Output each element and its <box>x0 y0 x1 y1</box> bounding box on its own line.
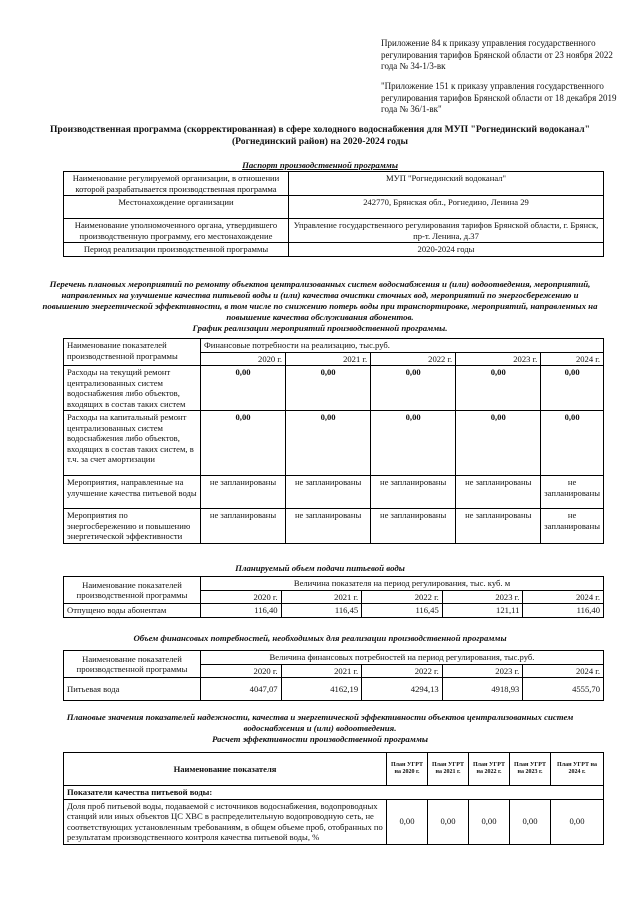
year-header: 2020 г. <box>201 352 286 366</box>
table-row <box>64 411 604 476</box>
supply-value: 121,11 <box>442 604 523 618</box>
efficiency-caption <box>40 712 600 745</box>
efficiency-head-label: Наименование показателя <box>64 753 387 786</box>
measures-table <box>63 338 604 544</box>
supply-row-label: Отпущено воды абонентам <box>64 604 201 618</box>
supply-value: 116,45 <box>362 604 443 618</box>
year-header: 2022 г. <box>371 352 456 366</box>
measure-label: Расходы на текущий ремонт централизованных систем водоснабжения либо объектов, входящих в состав таких систем <box>64 366 201 411</box>
efficiency-value: 0,00 <box>510 799 551 844</box>
measures-head-label: Наименование показателей производственной программы <box>64 339 201 366</box>
efficiency-section: Показатели качества питьевой воды: <box>64 786 387 800</box>
year-header: 2020 г. <box>201 664 282 678</box>
year-header: 2021 г. <box>281 664 362 678</box>
table-row <box>64 753 604 786</box>
efficiency-value: 0,00 <box>428 799 469 844</box>
passport-table <box>63 171 604 257</box>
efficiency-value: 0,00 <box>469 799 510 844</box>
passport-value: 2020-2024 годы <box>289 243 604 257</box>
table-row <box>64 339 604 353</box>
passport-label: Наименование регулируемой организации, в отношении которой разрабатывается производственная программа <box>64 172 289 196</box>
year-header: 2021 г. <box>281 590 362 604</box>
supply-head-group: Величина показателя на период регулирования, тыс. куб. м <box>201 577 604 591</box>
finance-value: 4047,07 <box>201 678 282 701</box>
measure-value: 0,00 <box>541 411 604 476</box>
finance-value: 4918,93 <box>442 678 523 701</box>
table-row <box>64 799 604 844</box>
plan-header: План УГРТ на 2024 г. <box>551 753 604 786</box>
measures-schedule-caption: График реализации мероприятий производственной программы. <box>192 323 448 333</box>
finance-value: 4294,13 <box>362 678 443 701</box>
measures-caption <box>40 279 600 334</box>
measures-caption-text: Перечень плановых мероприятий по ремонту объектов централизованных систем водоснабжения и (или) водоотведения, мероприятий, направленных на улучшение качества питьевой воды и (или) качества очистки сточных вод, мероприятий по энергосбережению и повышению энергетической эффективности, в том числе по снижению потерь воды при транспортировке, мероприятий, направленных на повышение качества обслуживания абонентов. <box>42 279 598 322</box>
efficiency-table <box>63 752 604 845</box>
plan-header: План УГРТ на 2020 г. <box>387 753 428 786</box>
plan-header: План УГРТ на 2021 г. <box>428 753 469 786</box>
annex-note-2: "Приложение 151 к приказу управления государственного регулирования тарифов Брянской области от 18 декабря 2019 года № 36/1-вк" <box>381 81 617 114</box>
year-header: 2023 г. <box>442 590 523 604</box>
table-row <box>64 219 604 243</box>
supply-value: 116,40 <box>523 604 604 618</box>
measure-value: 0,00 <box>456 366 541 411</box>
measure-value: не запланированы <box>286 509 371 544</box>
table-row <box>64 577 604 591</box>
supply-head-label: Наименование показателей производственной программы <box>64 577 201 604</box>
passport-caption: Паспорт производственной программы <box>242 160 398 170</box>
finance-row-label: Питьевая вода <box>64 678 201 701</box>
measures-head-group: Финансовые потребности на реализацию, тыс.руб. <box>201 339 604 353</box>
finance-head-label: Наименование показателей производственной программы <box>64 651 201 678</box>
year-header: 2024 г. <box>523 590 604 604</box>
annex-note-1: Приложение 84 к приказу управления государственного регулирования тарифов Брянской области от 23 ноября 2022 года № 34-1/3-вк <box>381 38 613 71</box>
measure-value: не запланированы <box>201 476 286 509</box>
table-row <box>64 604 604 618</box>
table-row <box>64 509 604 544</box>
measure-value: не запланированы <box>371 476 456 509</box>
supply-value: 116,45 <box>281 604 362 618</box>
table-row <box>64 476 604 509</box>
measure-value: 0,00 <box>286 366 371 411</box>
finance-head-group: Величина финансовых потребностей на период регулирования, тыс.руб. <box>201 651 604 665</box>
measure-value: не запланированы <box>456 509 541 544</box>
measure-value: 0,00 <box>286 411 371 476</box>
table-row <box>64 651 604 665</box>
table-row <box>64 243 604 257</box>
measure-value: не запланированы <box>541 476 604 509</box>
passport-value: 242770, Брянская обл., Рогнедино, Ленина 29 <box>289 196 604 219</box>
measure-value: 0,00 <box>541 366 604 411</box>
supply-caption: Планируемый объем подачи питьевой воды <box>235 563 405 573</box>
passport-value: Управление государственного регулирования тарифов Брянской области, г. Брянск, пр-т. Ленина, д.37 <box>289 219 604 243</box>
passport-label: Местонахождение организации <box>64 196 289 219</box>
year-header: 2022 г. <box>362 664 443 678</box>
supply-value: 116,40 <box>201 604 282 618</box>
year-header: 2022 г. <box>362 590 443 604</box>
passport-label: Наименование уполномоченного органа, утвердившего производственную программу, его местонахождение <box>64 219 289 243</box>
measure-value: 0,00 <box>201 411 286 476</box>
finance-value: 4555,70 <box>523 678 604 701</box>
measure-value: не запланированы <box>456 476 541 509</box>
efficiency-caption-text: Плановые значения показателей надежности, качества и энергетической эффективности объектов централизованных систем водоснабжения и (или) водоотведения. <box>66 712 574 733</box>
measure-label: Расходы на капитальный ремонт централизованных систем водоснабжения либо объектов, входящих в состав таких систем, в т.ч. за счет амортизации <box>64 411 201 476</box>
measure-value: не запланированы <box>371 509 456 544</box>
year-header: 2024 г. <box>541 352 604 366</box>
efficiency-value: 0,00 <box>551 799 604 844</box>
plan-header: План УГРТ на 2022 г. <box>469 753 510 786</box>
measure-label: Мероприятия по энергосбережению и повышению энергетической эффективности <box>64 509 201 544</box>
measure-value: 0,00 <box>456 411 541 476</box>
table-row <box>64 786 604 800</box>
efficiency-row-label: Доля проб питьевой воды, подаваемой с источников водоснабжения, водопроводных станций или иных объектов ЦС ХВС в распределительную водопроводную сеть, не соответствующих установленным требованиям, в общем объеме проб, отобранных по результатам производственного контроля качества питьевой воды, % <box>64 799 387 844</box>
measure-label: Мероприятия, направленные на улучшение качества питьевой воды <box>64 476 201 509</box>
supply-table <box>63 576 604 618</box>
measure-value: 0,00 <box>371 411 456 476</box>
finance-value: 4162,19 <box>281 678 362 701</box>
finance-table <box>63 650 604 701</box>
year-header: 2020 г. <box>201 590 282 604</box>
table-row <box>64 172 604 196</box>
efficiency-value: 0,00 <box>387 799 428 844</box>
passport-value: МУП "Рогнединский водоканал" <box>289 172 604 196</box>
finance-caption: Объем финансовых потребностей, необходимых для реализации производственной программы <box>133 633 507 643</box>
year-header: 2024 г. <box>523 664 604 678</box>
table-row <box>64 196 604 219</box>
efficiency-calc-caption: Расчет эффективности производственной программы <box>212 734 428 744</box>
measure-value: 0,00 <box>371 366 456 411</box>
year-header: 2023 г. <box>456 352 541 366</box>
table-row <box>64 366 604 411</box>
measure-value: не запланированы <box>201 509 286 544</box>
table-row <box>64 678 604 701</box>
document-title: Производственная программа (скорректированная) в сфере холодного водоснабжения для МУП "Рогнединский водоканал" (Рогнединский район) на 2020-2024 годы <box>49 124 591 147</box>
measure-value: 0,00 <box>201 366 286 411</box>
year-header: 2023 г. <box>442 664 523 678</box>
year-header: 2021 г. <box>286 352 371 366</box>
plan-header: План УГРТ на 2023 г. <box>510 753 551 786</box>
measure-value: не запланированы <box>541 509 604 544</box>
passport-label: Период реализации производственной программы <box>64 243 289 257</box>
measure-value: не запланированы <box>286 476 371 509</box>
